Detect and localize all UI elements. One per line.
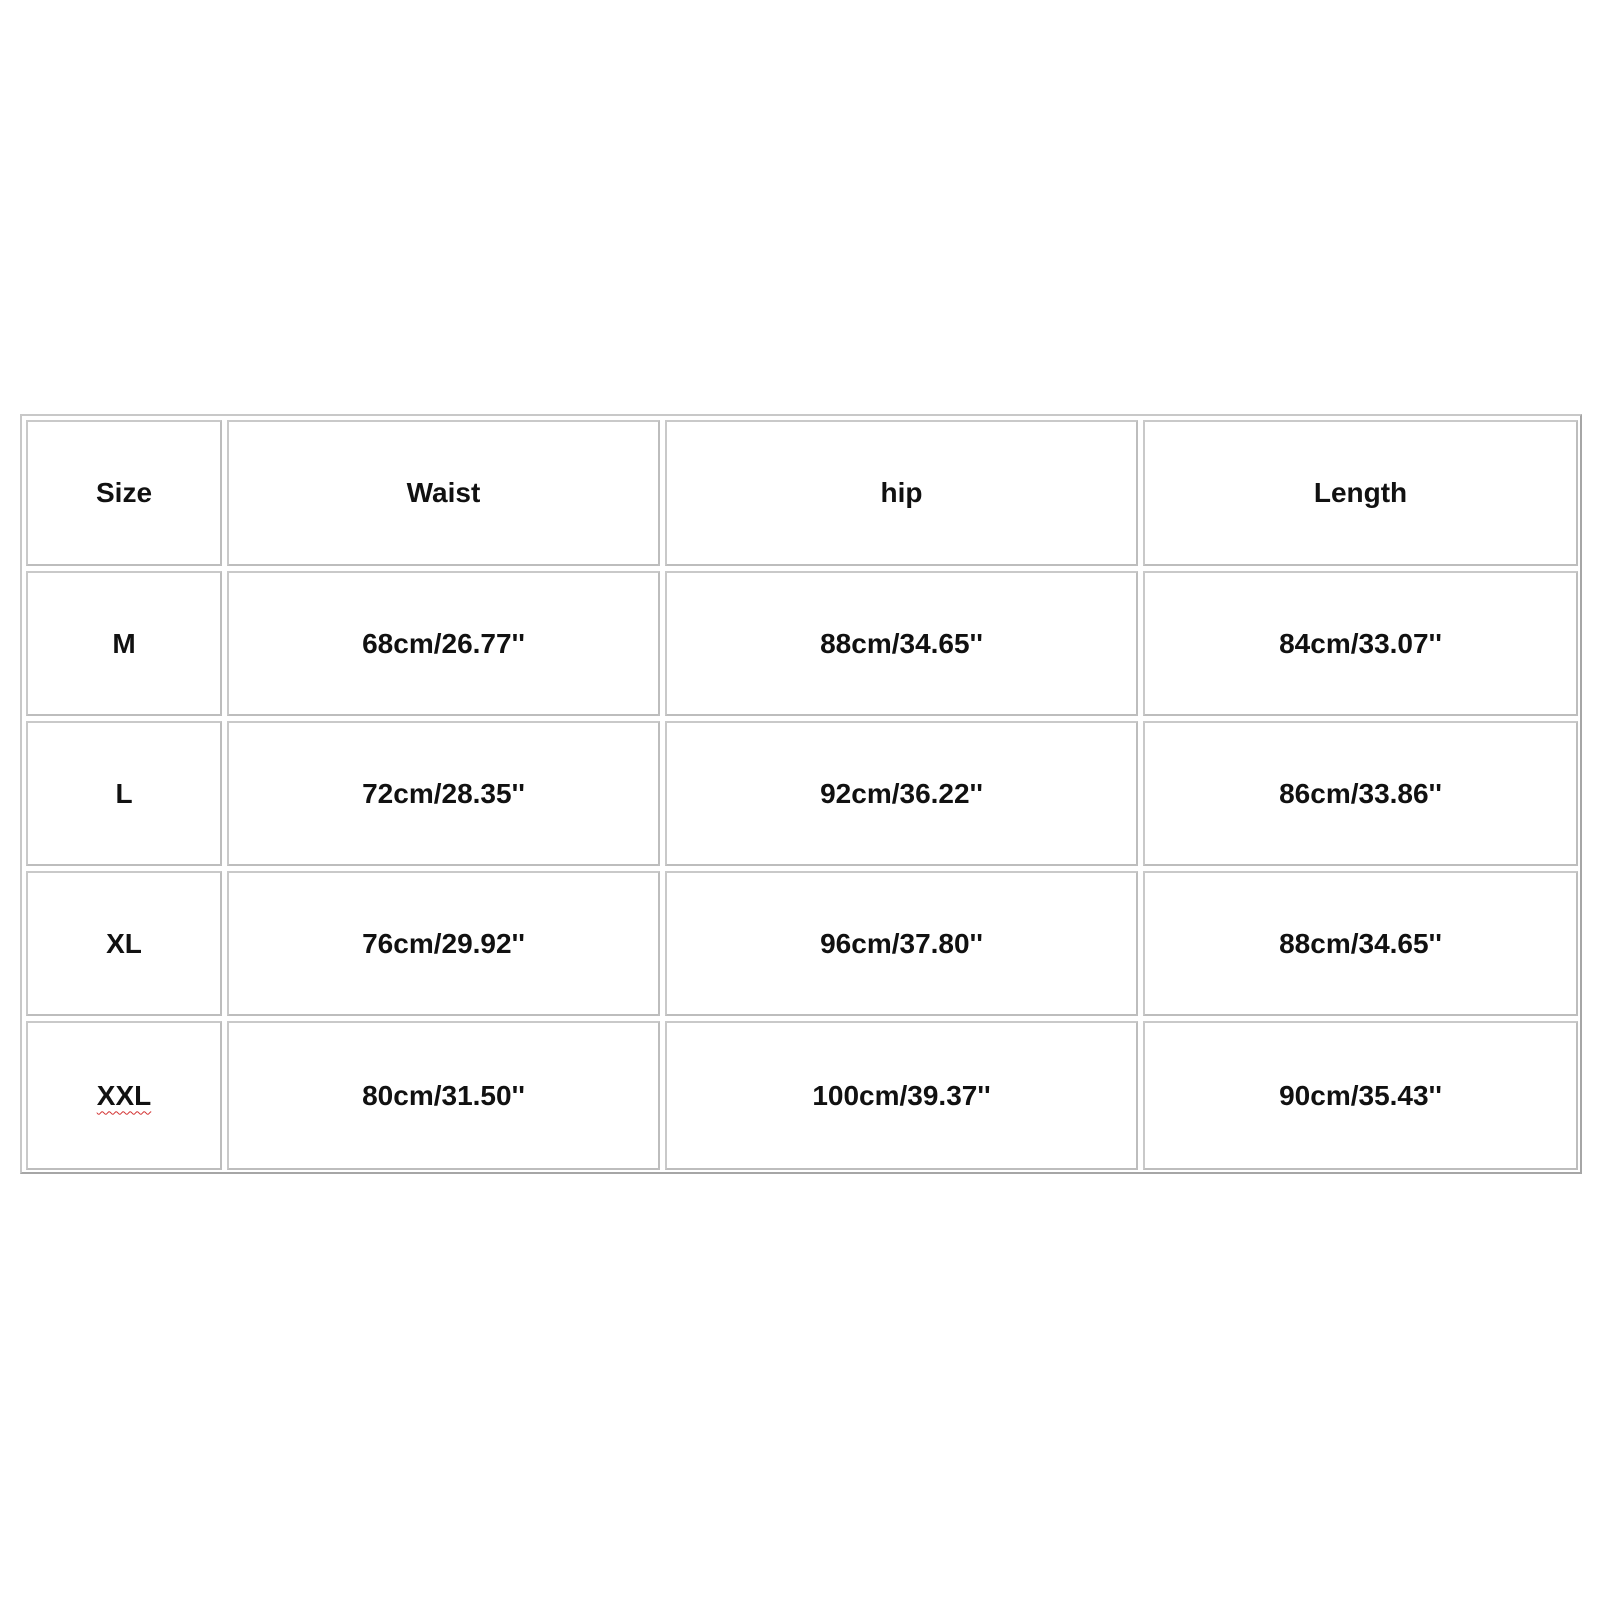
size-chart-table [21, 415, 1583, 1175]
size-chart-table-frame [20, 414, 1582, 1174]
waist-cell: 76cm/29.92'' [227, 871, 660, 1016]
length-cell: 84cm/33.07'' [1143, 571, 1578, 716]
size-cell [26, 1021, 222, 1170]
table-row [26, 721, 1578, 866]
waist-cell: 80cm/31.50'' [227, 1021, 660, 1170]
waist-cell: 68cm/26.77'' [227, 571, 660, 716]
hip-cell: 100cm/39.37'' [665, 1021, 1138, 1170]
hip-cell: 88cm/34.65'' [665, 571, 1138, 716]
header-hip: hip [665, 420, 1138, 566]
length-cell: 90cm/35.43'' [1143, 1021, 1578, 1170]
header-waist: Waist [227, 420, 660, 566]
length-cell: 86cm/33.86'' [1143, 721, 1578, 866]
waist-cell: 72cm/28.35'' [227, 721, 660, 866]
size-cell: M [26, 571, 222, 716]
size-cell: XL [26, 871, 222, 1016]
table-row [26, 1021, 1578, 1170]
size-label-spellcheck: XXL [96, 1079, 152, 1111]
table-header-row [26, 420, 1578, 566]
size-cell: L [26, 721, 222, 866]
hip-cell: 92cm/36.22'' [665, 721, 1138, 866]
table-row [26, 571, 1578, 716]
header-size: Size [26, 420, 222, 566]
hip-cell: 96cm/37.80'' [665, 871, 1138, 1016]
table-row [26, 871, 1578, 1016]
length-cell: 88cm/34.65'' [1143, 871, 1578, 1016]
header-length: Length [1143, 420, 1578, 566]
